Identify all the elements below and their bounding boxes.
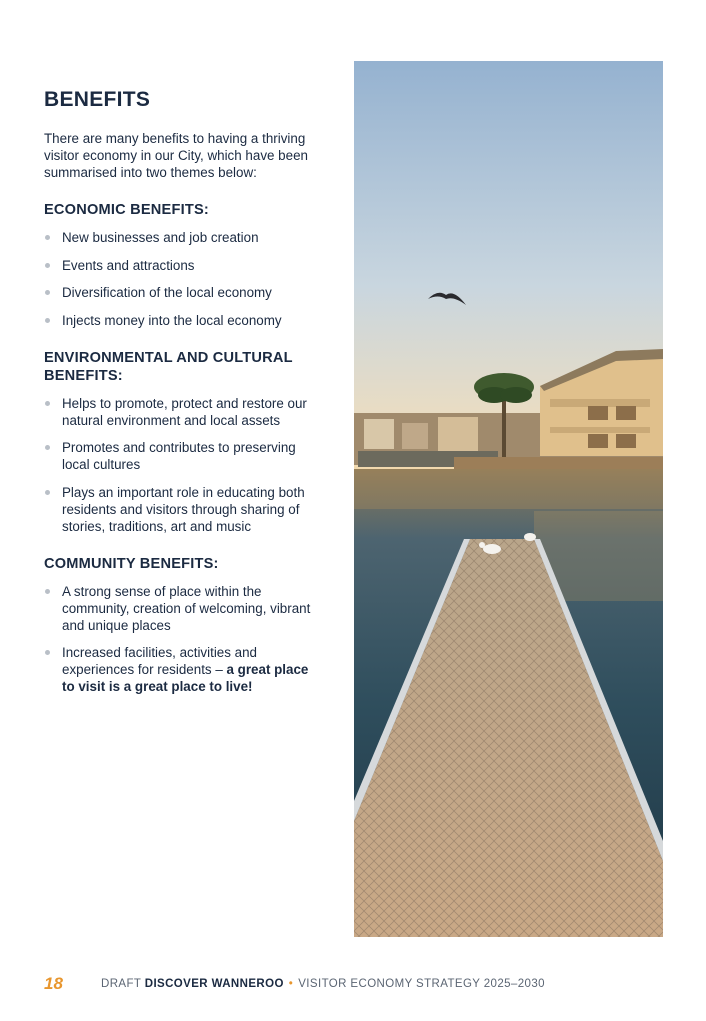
section-heading-environmental: ENVIRONMENTAL AND CULTURAL BENEFITS: xyxy=(44,349,293,384)
footer-separator: • xyxy=(288,978,294,990)
jetty-photo xyxy=(354,61,663,937)
intro-paragraph: There are many benefits to having a thriving visitor economy in our City, which have been summarised into two themes below: xyxy=(44,131,308,180)
list-item: Diversification of the local economy xyxy=(44,284,324,301)
page-footer xyxy=(44,974,664,994)
list-item: Promotes and contributes to preserving local cultures xyxy=(44,439,324,473)
section-heading-economic: ECONOMIC BENEFITS: xyxy=(44,202,209,218)
highlight-text: a great place to visit is a great place to live! xyxy=(62,662,309,694)
list-item: Increased facilities, activities and experiences for residents – a great place to visit is a great place to live! xyxy=(44,644,324,695)
list-item: Injects money into the local economy xyxy=(44,312,324,329)
community-benefits-list xyxy=(44,583,324,696)
footer-brand: DISCOVER WANNEROO xyxy=(144,978,284,990)
footer-doc-title: VISITOR ECONOMY STRATEGY 2025–2030 xyxy=(298,978,545,990)
list-item: New businesses and job creation xyxy=(44,229,324,246)
list-item: Plays an important role in educating both residents and visitors through sharing of stories, traditions, art and music xyxy=(44,484,324,535)
list-item: A strong sense of place within the community, creation of welcoming, vibrant and unique places xyxy=(44,583,324,634)
list-item: Events and attractions xyxy=(44,257,324,274)
economic-benefits-list xyxy=(44,229,324,329)
page-number: 18 xyxy=(44,974,63,993)
list-item: Helps to promote, protect and restore our natural environment and local assets xyxy=(44,395,324,429)
footer-title xyxy=(101,978,545,990)
page-title: BENEFITS xyxy=(44,88,151,111)
environmental-benefits-list xyxy=(44,395,324,535)
content-column xyxy=(44,88,324,715)
section-heading-community: COMMUNITY BENEFITS: xyxy=(44,555,219,572)
footer-draft: DRAFT xyxy=(101,978,142,990)
